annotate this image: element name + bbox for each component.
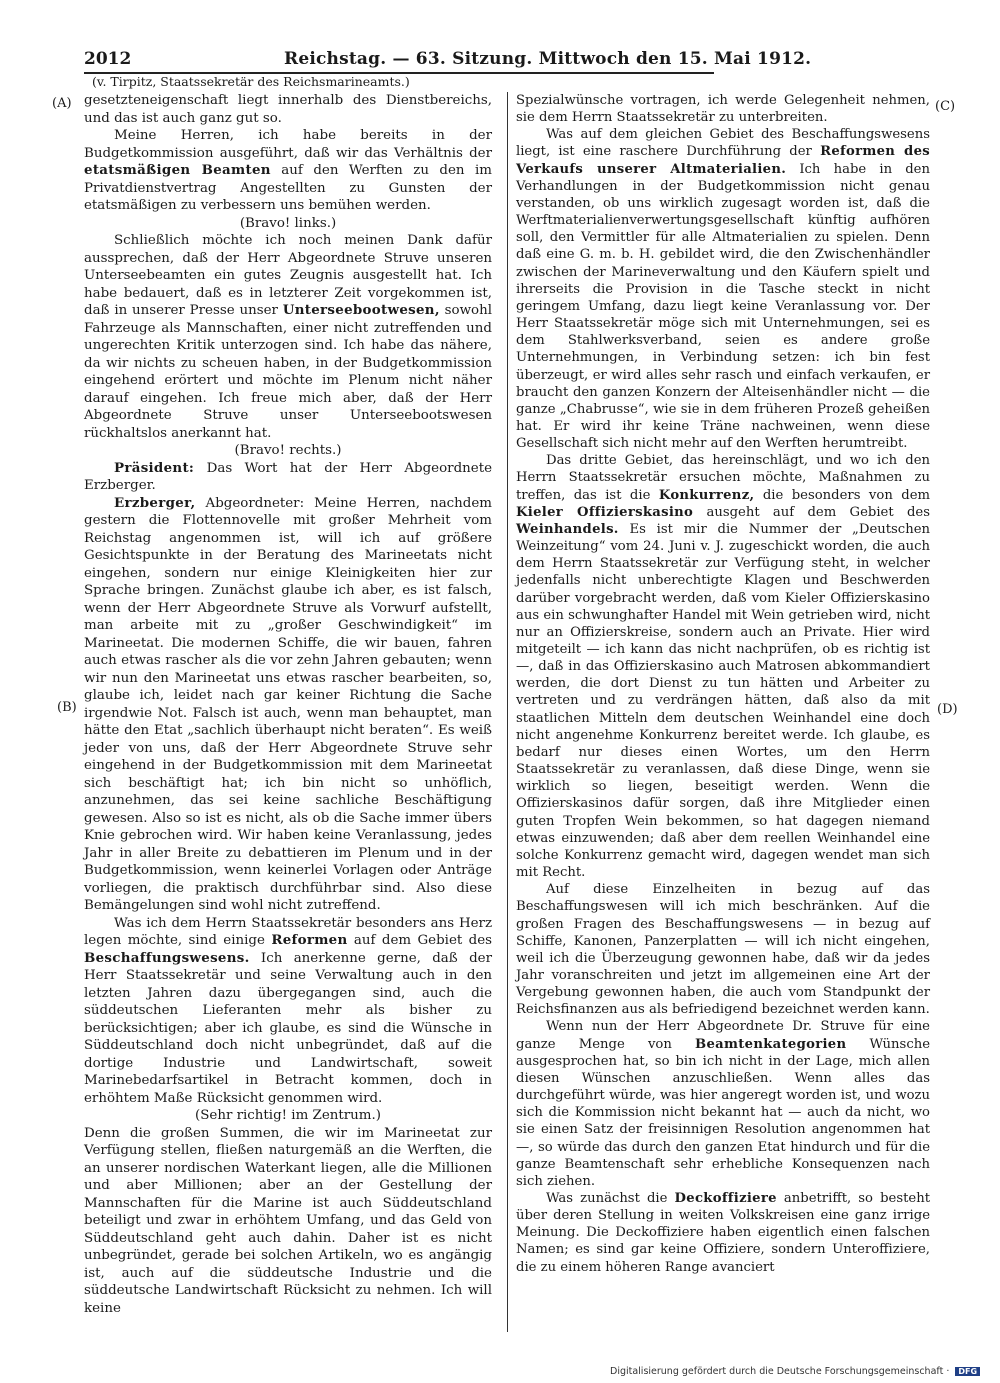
emphasized-term: Erzberger, <box>114 494 196 511</box>
paragraph: (Bravo! rechts.) <box>234 443 342 458</box>
margin-mark-c: (C) <box>935 99 956 114</box>
paragraph-text: Wenn nun der Herr Abgeordnete Dr. Struve für eine ganze Menge von <box>516 1019 930 1052</box>
running-title: Reichstag. — 63. Sitzung. Mittwoch den 15. Mai 1912. <box>284 49 812 69</box>
dfg-logo: DFG <box>955 1367 980 1376</box>
footer-text: Digitalisierung gefördert durch die Deutsche Forschungsgemeinschaft · <box>610 1366 950 1377</box>
paragraph: (Bravo! links.) <box>239 215 337 231</box>
emphasized-term: Kieler Offizierskasino <box>516 504 694 520</box>
emphasized-term: Präsident: <box>114 459 195 476</box>
paragraph <box>516 452 930 881</box>
paragraph <box>516 1018 930 1190</box>
page-number: 2012 <box>84 49 132 69</box>
paragraph: Denn die großen Summen, die wir im Marineetat zur Verfügung stellen, fließen naturgemäß an die Werften, die an unserer nordischen Waterkant liegen, alle die Millionen und aber Millionen; aber an der Gestellung der Mannschaften für die Marine ist auch Süddeutschland beteiligt und zwar in erhöhtem Umfang, und das Geld von Süddeutschland geht auch dahin. Daher ist es nicht unbegründet, gerade bei solchen Artikeln, wo es angängig ist, auch auf die süddeutsche Industrie und die süddeutsche Landwirtschaft Rücksicht zu nehmen. Ich will keine <box>84 1125 492 1316</box>
paragraph-text: Das dritte Gebiet, das hereinschlägt, und wo ich den Herrn Staatssekretär ersuchen möchte, Maßnahmen zu treffen, das ist die <box>516 453 930 503</box>
emphasized-term: Weinhandels. <box>516 521 619 537</box>
emphasized-term: Beamtenkategorien <box>695 1036 847 1052</box>
paragraph-text: Ich habe in den Verhandlungen in der Budgetkommission nicht genau verstanden, ob uns wirklich zugesagt worden ist, daß die Werftmaterialienverwertungsgesellschaft künftig aufhören soll, den Vermittler für alle Altmaterialien zu spielen. Denn daß eine G. m. b. H. gebildet wird, die den Zwischenhändler zwischen der Marineverwaltung und den Käufern spielt und ihrerseits die Provision in die Tasche steckt in nicht geringem Umfang, dazu liegt keine Veranlassung vor. Der Herr Staatssekretär möge sich mit Unternehmungen, sei es dem Stahlwerksverband, seien es andere große Unternehmungen, in Verbindung setzen: ich bin fest überzeugt, er wird alles sehr rasch und einfach verkaufen, er braucht den ganzen Konzern der Alteisenhändler nicht — die ganze „Chabrusse“, wie sie in dem früheren Prozeß geheißen hat. Er wird ihr keine Träne nachweinen, wenn diese Gesellschaft sich nicht mehr auf den Werften herumtreibt. <box>516 161 930 452</box>
paragraph-text: sowohl Fahrzeuge als Mannschaften, einer nicht zutreffenden und ungerechten Kritik unterzogen sind. Ich habe das nähere, da wir nichts zu scheuen haben, in der Budgetkommission eingehend erörtert und möchte im Plenum nicht näher darauf eingehen. Ich freue mich aber, daß der Herr Abgeordnete Struve unser Unterseebootswesen rückhaltslos anerkannt hat. <box>84 303 492 441</box>
column-divider <box>507 92 508 1332</box>
paragraph <box>84 915 492 1108</box>
paragraph-text: Was ich dem Herrn Staatssekretär besonders ans Herz legen möchte, sind einige <box>84 915 492 948</box>
paragraph: Spezialwünsche vortragen, ich werde Gelegenheit nehmen, sie dem Herrn Staatssekretär zu unterbreiten. <box>516 93 930 126</box>
emphasized-term: Unterseebootwesen, <box>282 302 440 318</box>
paragraph <box>84 232 492 442</box>
speaker-note: (v. Tirpitz, Staatssekretär des Reichsmarineamts.) <box>92 74 410 89</box>
emphasized-term: Beschaffungswesens. <box>84 949 250 966</box>
left-column <box>84 92 492 1332</box>
paragraph-text: Meine Herren, ich habe bereits in der Budgetkommission ausgeführt, daß wir das Verhältnis der <box>84 128 492 161</box>
paragraph <box>84 495 492 915</box>
paragraph-text: Was zunächst die <box>546 1191 675 1206</box>
paragraph <box>84 460 492 495</box>
margin-mark-a: (A) <box>52 96 72 111</box>
paragraph-text: auf dem Gebiet des <box>347 933 493 948</box>
emphasized-term: Deckoffiziere <box>674 1191 777 1206</box>
paragraph-text: Das Wort hat der Herr Abgeordnete Erzberger. <box>84 460 492 493</box>
emphasized-term: Konkurrenz, <box>658 487 755 503</box>
paragraph <box>516 126 930 452</box>
emphasized-term: etatsmäßigen Beamten <box>84 162 271 178</box>
emphasized-term: Reformen des Verkaufs unserer Altmaterialien. <box>516 144 930 177</box>
paragraph: gesetzteneigenschaft liegt innerhalb des Dienstbereichs, und das ist auch ganz gut so. <box>84 93 492 126</box>
paragraph-text: Was auf dem gleichen Gebiet des Beschaffungswesens liegt, ist eine raschere Durchführung der <box>516 127 930 160</box>
margin-mark-d: (D) <box>937 702 958 717</box>
paragraph-text: Wünsche ausgesprochen hat, so bin ich nicht in der Lage, mich allen diesen Wünschen anzuschließen. Wenn alles das durchgeführt würde, was hier angeregt worden ist, und wozu sich die Kommission nicht bekannt hat — auch da nicht, wo sie einen Satz der freisinnigen Resolution angenommen hat —, so würde das durch den ganzen Etat hindurch und für die ganze Beamtenschaft sehr erhebliche Konsequenzen nach sich ziehen. <box>516 1036 930 1189</box>
paragraph-text: Schließlich möchte ich noch meinen Dank dafür aussprechen, daß der Herr Abgeordnete Struve unseren Unterseebeamten ein gutes Zeugnis ausgestellt hat. Ich habe bedauert, daß es in letzterer Zeit vorgekommen ist, daß in unserer Presse unser <box>84 233 492 318</box>
paragraph-text: Es ist mir die Nummer der „Deutschen Weinzeitung“ vom 24. Juni v. J. zugeschickt worden, die auch dem Herrn Staatssekretär zur Verfügung steht, in welcher jedenfalls nicht unberechtigte Klagen und Beschwerden darüber vorgebracht werden, daß vom Kieler Offizierskasino aus ein schwunghafter Handel mit Wein getrieben wird, nicht nur an Offizierskreise, sondern auch an Private. Hier wird mitgeteilt — ich kann das nicht nachprüfen, ob es richtig ist —, daß in das Offizierskasino auch Matrosen abkommandiert werden, die dort Dienst zu tun hätten und Arbeiter zu vertreten und zu verdrängen hätten, daß also da mit staatlichen Mitteln dem deutschen Weinhandel eine doch nicht angenehme Konkurrenz bereitet werde. Ich glaube, es bedarf nur dieses einen Wortes, um den Herrn Staatssekretär zu veranlassen, daß diese Dinge, wenn sie wirklich so liegen, beseitigt werden. Wenn die Offizierskasinos dafür sorgen, daß ihre Mitglieder einen guten Tropfen Wein bekommen, so hat dagegen niemand etwas einzuwenden; daß aber dem reellen Weinhandel eine solche Konkurrenz gemacht wird, dagegen wendet man sich mit Recht. <box>516 521 930 881</box>
paragraph <box>84 127 492 215</box>
emphasized-term: Reformen <box>271 932 348 948</box>
paragraph-text: Ich anerkenne gerne, daß der Herr Staatssekretär und seine Verwaltung auch in den letzten Jahren dazu übergegangen sind, auch die süddeutschen Lieferanten mehr als bisher zu berücksichtigen; aber ich glaube, es sind die Wünsche in Süddeutschland doch nicht unbegründet, daß auf die dortige Industrie und Landwirtschaft, soweit Marinebedarfsartikel in Betracht kommen, doch in erhöhtem Maße Rücksicht genommen wird. <box>84 950 492 1106</box>
footer <box>610 1366 980 1377</box>
paragraph: (Sehr richtig! im Zentrum.) <box>195 1108 381 1123</box>
paragraph-text: auf den Werften zu den im Privatdienstvertrag Angestellten zu Gunsten der etatsmäßigen zu verbessern uns bemühen werden. <box>84 163 492 213</box>
right-column <box>516 92 930 1332</box>
margin-mark-b: (B) <box>57 700 77 715</box>
paragraph-text: die besonders von dem <box>754 487 930 503</box>
paragraph: Auf diese Einzelheiten in bezug auf das Beschaffungswesen will ich mich beschränken. Auf die großen Fragen des Beschaffungswesens — in bezug auf Schiffe, Kanonen, Panzerplatten — will ich nicht eingehen, weil ich die Überzeugung gewonnen habe, daß wir da jedes Jahr voranschreiten und jetzt im allgemeinen eine Art der Vergebung gewonnen haben, die auch vom Standpunkt der Reichsfinanzen aus als befriedigend bezeichnet werden kann. <box>516 882 930 1018</box>
page-header <box>84 48 812 70</box>
paragraph-text: anbetrifft, so besteht über deren Stellung in weiten Volkskreisen eine ganz irrige Meinung. Die Deckoffiziere haben eigentlich einen falschen Namen; es sind gar keine Offiziere, sondern Unteroffiziere, die zu einem höheren Range avanciert <box>516 1191 930 1275</box>
paragraph-text: ausgeht auf dem Gebiet des <box>693 504 930 520</box>
paragraph-text: Abgeordneter: Meine Herren, nachdem gestern die Flottennovelle mit großer Mehrheit vom Reichstag angenommen ist, will ich auf größere Gesichtspunkte in der Beratung des Marineetats nicht eingehen, sondern nur einige Kleinigkeiten hier zur Sprache bringen. Zunächst glaube ich aber, es ist falsch, wenn der Herr Abgeordnete Struve als Vorwurf aufstellt, man arbeite mit zu „großer Geschwindigkeit“ im Marineetat. Die modernen Schiffe, die wir bauen, fahren auch etwas rascher als die vor zehn Jahren gebauten; wenn wir nun den Marineetat uns etwas rascher bearbeiten, so, glaube ich, leidet nach gar keiner Richtung die Sache irgendwie Not. Falsch ist auch, wenn man behauptet, man hätte den Etat „sachlich überhaupt nicht beraten“. Es weiß jeder von uns, daß der Herr Abgeordnete Struve sehr eingehend in der Budgetkommission mit dem Marineetat sich beschäftigt hat; ich bin nicht so unhöflich, anzunehmen, das sei keine sachliche Beschäftigung gewesen. Also so ist es nicht, als ob die Sache immer übers Knie gebrochen wird. Wir haben keine Veranlassung, jedes Jahr in aller Breite zu debattieren im Plenum und in der Budgetkommission, wenn keinerlei Vorlagen oder Anträge vorliegen, die praktisch durchführbar sind. Also diese Bemängelungen sind wohl nicht zutreffend. <box>84 495 492 913</box>
paragraph <box>516 1190 930 1276</box>
